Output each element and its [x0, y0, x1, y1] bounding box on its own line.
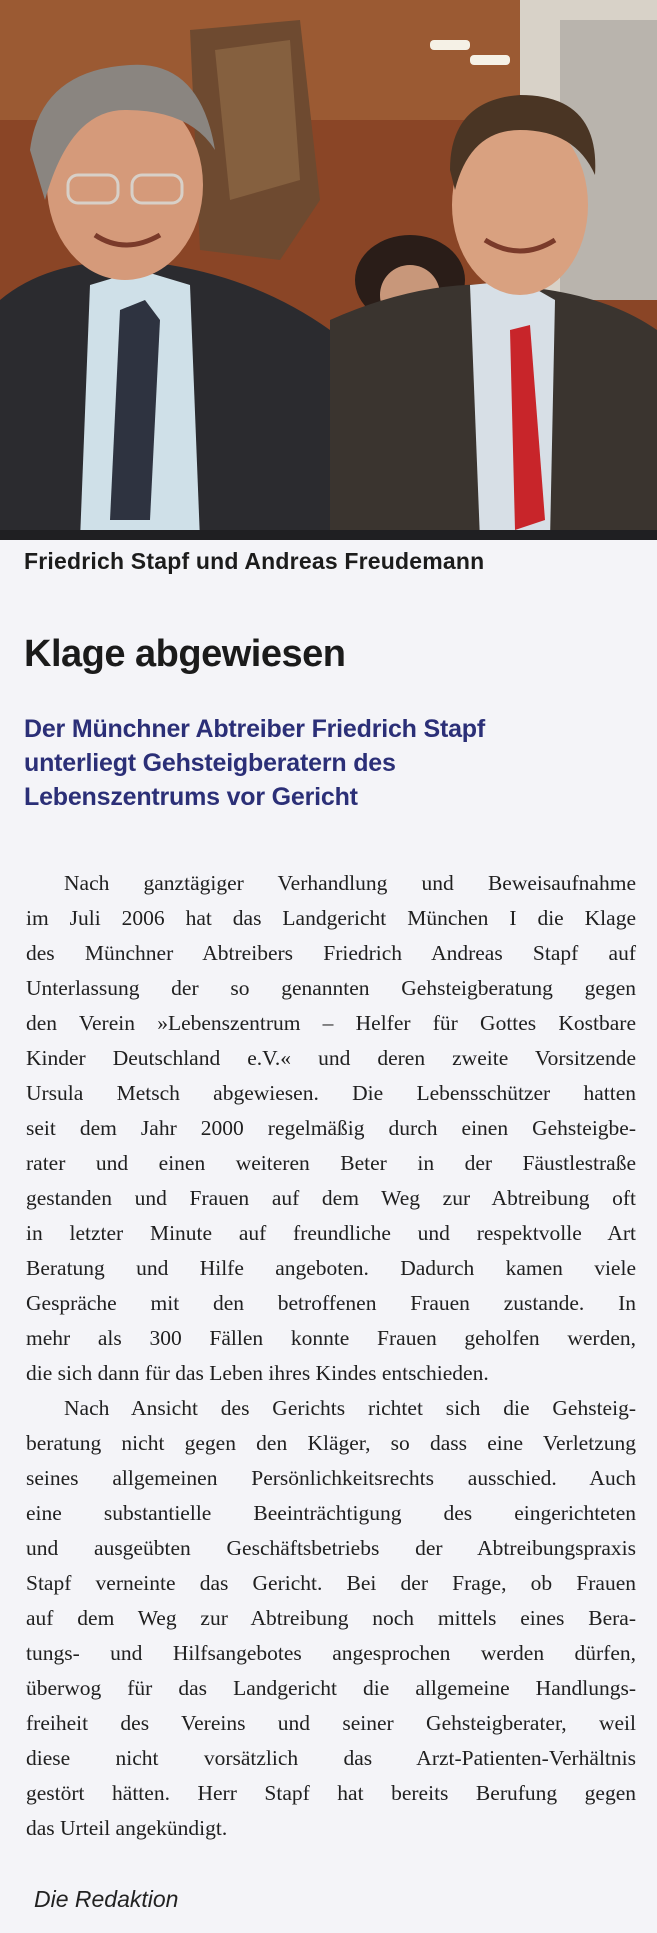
body-line: überwog für das Landgericht die allgemeine Handlungs-	[26, 1676, 636, 1700]
subheadline-line: Der Münchner Abtreiber Friedrich Stapf	[24, 715, 485, 743]
body-line: des Münchner Abtreibers Friedrich Andreas Stapf auf	[26, 941, 636, 965]
article-headline: Klage abgewiesen	[24, 633, 346, 675]
body-line: Nach Ansicht des Gerichts richtet sich die Gehsteig-	[64, 1396, 636, 1420]
paragraph-2	[26, 1391, 636, 1846]
article-subheadline	[24, 712, 644, 814]
subheadline-line: unterliegt Gehsteigberatern des	[24, 749, 396, 777]
body-line: freiheit des Vereins und seiner Gehsteigberater, weil	[26, 1711, 636, 1735]
body-line: eine substantielle Beeinträchtigung des eingerichteten	[26, 1501, 636, 1525]
subheadline-line: Lebenszentrums vor Gericht	[24, 783, 358, 811]
body-line: Gespräche mit den betroffenen Frauen zustande. In	[26, 1291, 636, 1315]
paragraph-1	[26, 866, 636, 1391]
body-line: den Verein »Lebenszentrum – Helfer für Gottes Kostbare	[26, 1011, 636, 1035]
body-line: Stapf verneinte das Gericht. Bei der Frage, ob Frauen	[26, 1571, 636, 1595]
body-line: Ursula Metsch abgewiesen. Die Lebensschützer hatten	[26, 1081, 636, 1105]
body-line: im Juli 2006 hat das Landgericht München I die Klage	[26, 906, 636, 930]
body-line: und ausgeübten Geschäftsbetriebs der Abtreibungspraxis	[26, 1536, 636, 1560]
article-signature: Die Redaktion	[34, 1886, 179, 1912]
body-line: rater und einen weiteren Beter in der Fäustlestraße	[26, 1151, 636, 1175]
body-line: seit dem Jahr 2000 regelmäßig durch einen Gehsteigbe-	[26, 1116, 636, 1140]
body-line: Kinder Deutschland e.V.« und deren zweite Vorsitzende	[26, 1046, 636, 1070]
body-line: seines allgemeinen Persönlichkeitsrechts ausschied. Auch	[26, 1466, 636, 1490]
body-line: das Urteil angekündigt.	[26, 1816, 228, 1840]
body-line: diese nicht vorsätzlich das Arzt-Patienten-Verhältnis	[26, 1746, 636, 1770]
body-line: gestanden und Frauen auf dem Weg zur Abtreibung oft	[26, 1186, 636, 1210]
body-line: beratung nicht gegen den Kläger, so dass eine Verletzung	[26, 1431, 636, 1455]
photo-illustration	[0, 0, 657, 540]
body-line: Nach ganztägiger Verhandlung und Beweisaufnahme	[64, 871, 636, 895]
body-line: auf dem Weg zur Abtreibung noch mittels eines Bera-	[26, 1606, 636, 1630]
body-line: die sich dann für das Leben ihres Kindes entschieden.	[26, 1361, 489, 1385]
body-line: Unterlassung der so genannten Gehsteigberatung gegen	[26, 976, 636, 1000]
body-line: gestört hätten. Herr Stapf hat bereits Berufung gegen	[26, 1781, 636, 1805]
article-photo	[0, 0, 657, 540]
body-line: Beratung und Hilfe angeboten. Dadurch kamen viele	[26, 1256, 636, 1280]
body-line: tungs- und Hilfsangebotes angesprochen werden dürfen,	[26, 1641, 636, 1665]
photo-caption: Friedrich Stapf und Andreas Freudemann	[24, 548, 485, 574]
article-body	[26, 866, 636, 1846]
body-line: mehr als 300 Fällen konnte Frauen geholfen werden,	[26, 1326, 636, 1350]
body-line: in letzter Minute auf freundliche und respektvolle Art	[26, 1221, 636, 1245]
